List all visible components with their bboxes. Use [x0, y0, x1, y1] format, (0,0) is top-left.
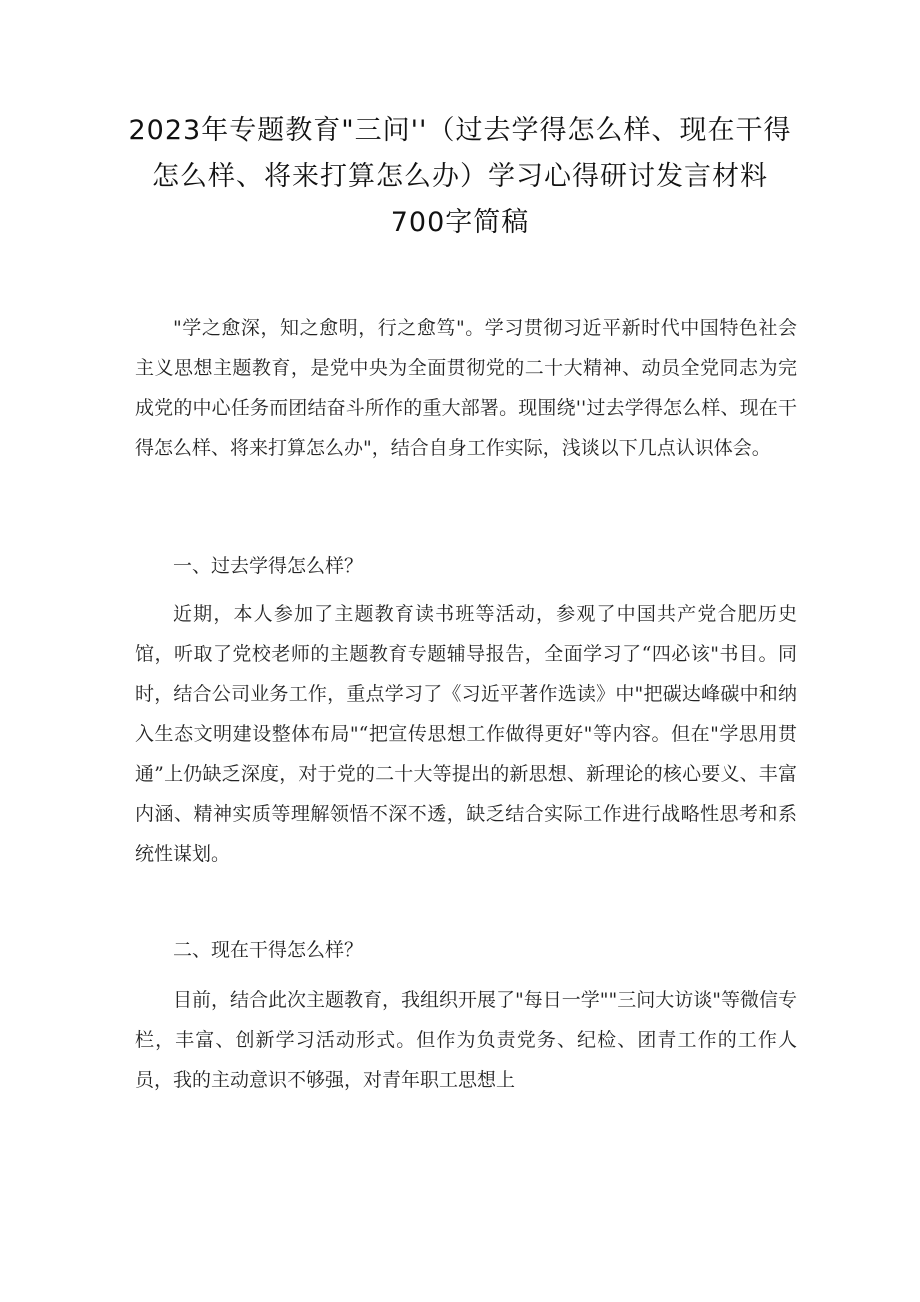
section-heading: 一、过去学得怎么样？: [173, 555, 364, 577]
title-line: 怎么样、将来打算怎么办）学习心得研讨发言材料: [152, 161, 768, 192]
document-title: [120, 108, 800, 246]
title-line: 2023年专题教育"三问''（过去学得怎么样、现在干得: [128, 115, 792, 146]
title-line: 700字简稿: [390, 207, 530, 238]
section-heading: 二、现在干得怎么样？: [173, 939, 364, 961]
body-paragraph: 目前，结合此次主题教育，我组织开展了"每日一学""三问大访谈"等微信专栏，丰富、创新学习活动形式。但作为负责党务、纪检、团青工作的工作人员，我的主动意识不够强，对青年职工思想上: [135, 989, 797, 1091]
intro-paragraph: "学之愈深，知之愈明，行之愈笃"。学习贯彻习近平新时代中国特色社会主义思想主题教育，是党中央为全面贯彻党的二十大精神、动员全党同志为完成党的中心任务而团结奋斗所作的重大部署。现围绕''过去学得怎么样、现在干得怎么样、将来打算怎么办"，结合自身工作实际，浅谈以下几点认识体会。: [135, 317, 797, 459]
body-paragraph: 近期，本人参加了主题教育读书班等活动，参观了中国共产党合肥历史馆，听取了党校老师的主题教育专题辅导报告，全面学习了“四必该"书目。同时，结合公司业务工作，重点学习了《习近平著作选读》中"把碳达峰碳中和纳入生态文明建设整体布局"“把宣传思想工作做得更好"等内容。但在"学思用贯通”上仍缺乏深度，对于党的二十大等提出的新思想、新理论的核心要义、丰富内涵、精神实质等理解领悟不深不透，缺乏结合实际工作进行战略性思考和系统性谋划。: [135, 603, 797, 865]
